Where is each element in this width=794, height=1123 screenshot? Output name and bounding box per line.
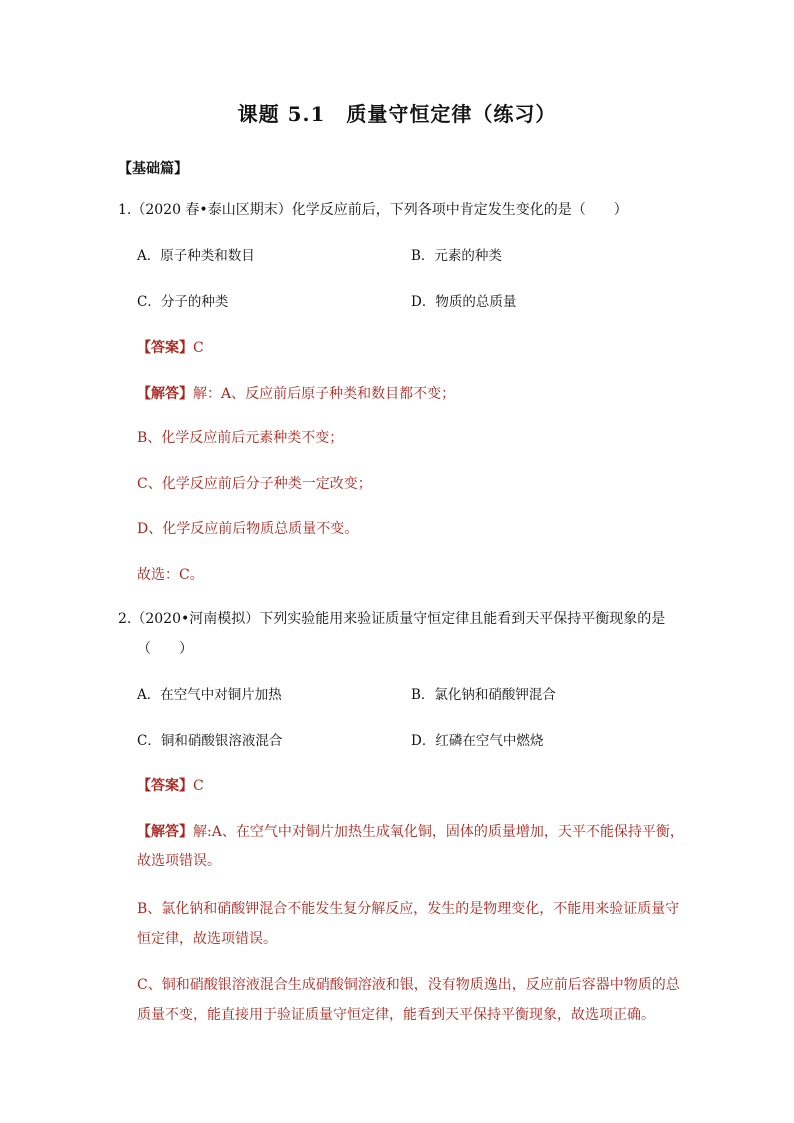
q2-analysis-line (137, 822, 684, 842)
q1-answer (137, 338, 204, 358)
q2-analysis-text-6: 质量不变，能直接用于验证质量守恒定律，能看到天平保持平衡现象，故选项正确。 (137, 1007, 655, 1023)
q1-option-b: B．元素的种类 (411, 248, 502, 264)
q1-answer-value: C (193, 340, 204, 356)
q2-analysis-text-4: 恒定律，故选项错误。 (137, 931, 277, 947)
q2-analysis-text-2: 故选项错误。 (137, 853, 221, 869)
q1-analysis-line (137, 384, 455, 404)
q2-option-c: C．铜和硝酸银溶液混合 (137, 733, 283, 749)
question-2-stem-cont: （ ） (137, 641, 193, 657)
question-2-stem: 2.（2020•河南模拟）下列实验能用来验证质量守恒定律且能看到天平保持平衡现象的是 (118, 611, 666, 627)
q2-analysis-text-1: 解:A、在空气中对铜片加热生成氧化铜，固体的质量增加，天平不能保持平衡， (193, 824, 684, 840)
q1-conclusion: 故选：C。 (137, 567, 204, 583)
q2-analysis-text-3: B、氯化钠和硝酸钾混合不能发生复分解反应，发生的是物理变化，不能用来验证质量守 (137, 901, 680, 917)
page-title: 课题 5.1 质量守恒定律（练习） (237, 102, 557, 126)
q1-option-a: A．原子种类和数目 (137, 248, 255, 264)
q2-option-a: A．在空气中对铜片加热 (137, 687, 282, 703)
q1-option-d: D．物质的总质量 (411, 294, 517, 310)
q2-option-b: B．氯化钠和硝酸钾混合 (411, 687, 556, 703)
q1-analysis-text-2: B、化学反应前后元素种类不变； (137, 430, 344, 446)
q2-answer (137, 776, 204, 796)
q2-answer-value: C (193, 778, 204, 794)
q1-option-c: C．分子的种类 (137, 294, 229, 310)
section-heading: 【基础篇】 (118, 161, 188, 177)
q1-analysis-tag: 【解答】 (137, 386, 193, 402)
q2-option-d: D．红磷在空气中燃烧 (411, 733, 544, 749)
q1-answer-tag: 【答案】 (137, 340, 193, 356)
q2-answer-tag: 【答案】 (137, 778, 193, 794)
q1-analysis-text-3: C、化学反应前后分子种类一定改变； (137, 476, 372, 492)
question-1-stem: 1.（2020 春•泰山区期末）化学反应前后，下列各项中肯定发生变化的是（ ） (118, 202, 628, 218)
q1-analysis-text-1: 解：A、反应前后原子种类和数目都不变； (193, 386, 456, 402)
q2-analysis-tag: 【解答】 (137, 824, 193, 840)
q2-analysis-text-5: C、铜和硝酸银溶液混合生成硝酸铜溶液和银，没有物质逸出，反应前后容器中物质的总 (137, 977, 680, 993)
q1-analysis-text-4: D、化学反应前后物质总质量不变。 (137, 521, 359, 537)
